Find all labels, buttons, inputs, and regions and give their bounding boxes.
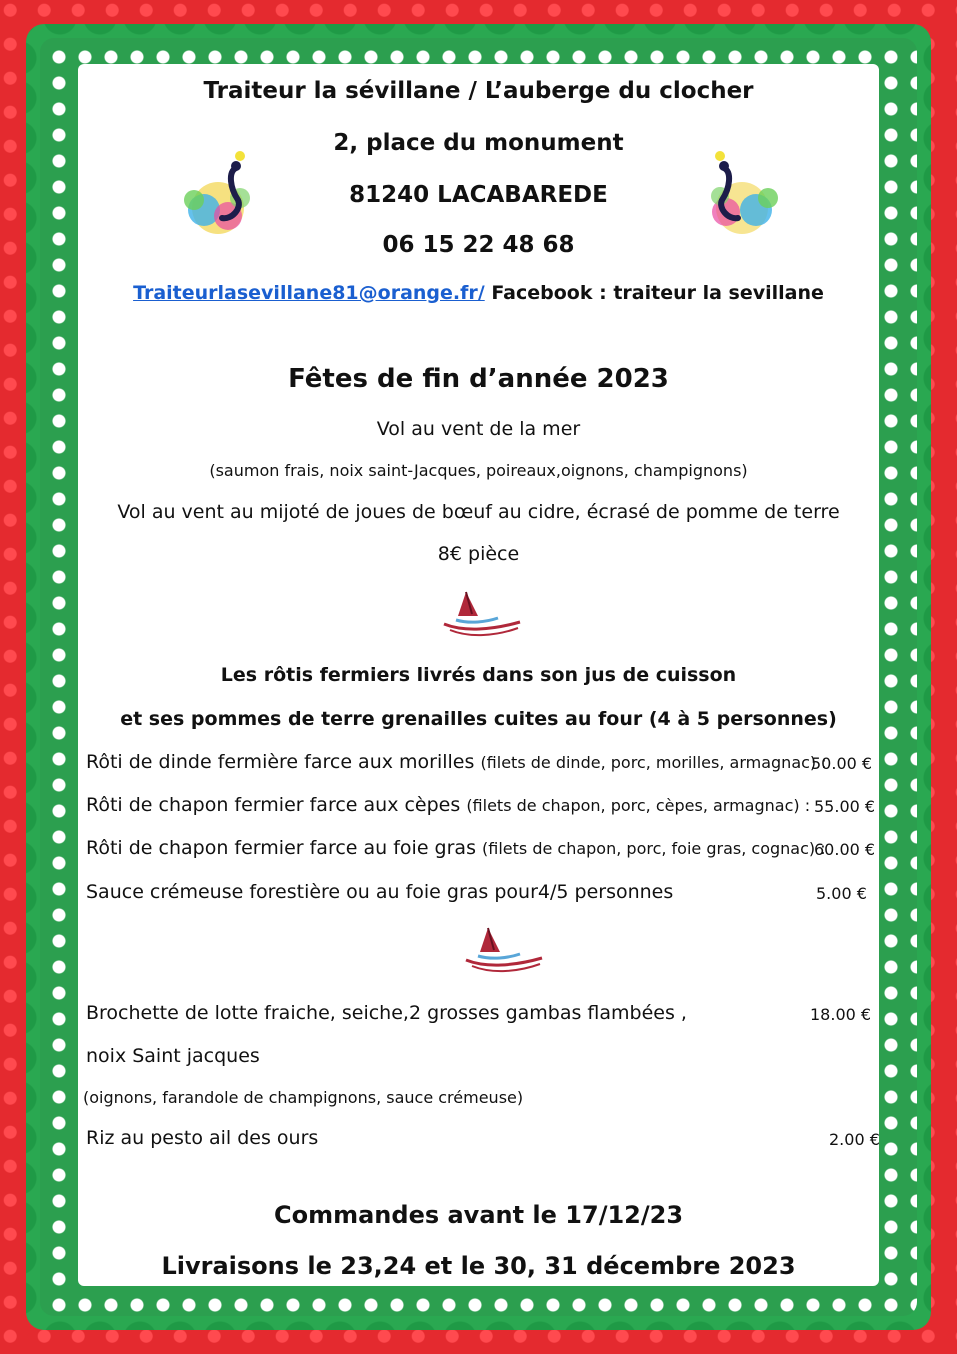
list-item: [86, 881, 886, 903]
item-price: 50.00 €: [811, 754, 873, 773]
sailboat-ornament-icon: [436, 586, 526, 644]
vol-au-vent-boeuf: Vol au vent au mijoté de joues de bœuf au cidre, écrasé de pomme de terre: [117, 501, 840, 523]
riz-name: Riz au pesto ail des ours: [86, 1127, 319, 1149]
list-item: [86, 794, 886, 816]
brochette-line-2: noix Saint jacques: [86, 1045, 260, 1067]
facebook-text: Facebook : traiteur la sevillane: [484, 282, 824, 304]
orders-deadline: Commandes avant le 17/12/23: [273, 1201, 684, 1229]
caterer-name: Traiteur la sévillane / L’auberge du clocher: [203, 78, 754, 104]
address-city: 81240 LACABAREDE: [349, 182, 608, 208]
item-detail: (filets de chapon, porc, foie gras, cognac) :: [482, 839, 826, 858]
rotis-heading-1: Les rôtis fermiers livrés dans son jus de cuisson: [220, 664, 737, 686]
address-street: 2, place du monument: [333, 130, 624, 156]
brochette-detail: (oignons, farandole de champignons, sauce crémeuse): [83, 1088, 524, 1107]
item-name: Sauce crémeuse forestière ou au foie gras pour4/5 personnes: [86, 881, 674, 903]
delivery-dates: Livraisons le 23,24 et le 30, 31 décembre 2023: [161, 1252, 796, 1280]
list-item: [86, 751, 886, 773]
vol-au-vent-mer: Vol au vent de la mer: [376, 418, 581, 440]
brochette-line-1: Brochette de lotte fraiche, seiche,2 grosses gambas flambées ,: [86, 1002, 687, 1024]
item-detail: (filets de dinde, porc, morilles, armagnac) :: [480, 753, 827, 772]
list-item: [86, 837, 886, 859]
item-name: Rôti de dinde fermière farce aux morilles: [86, 751, 481, 773]
item-name: Rôti de chapon fermier farce au foie gras: [86, 837, 483, 859]
item-price: 55.00 €: [814, 797, 876, 816]
item-name: Rôti de chapon fermier farce aux cèpes: [86, 794, 467, 816]
brochette-price: 18.00 €: [810, 1005, 872, 1024]
email-link[interactable]: Traiteurlasevillane81@orange.fr/: [133, 282, 485, 304]
item-price: 60.00 €: [814, 840, 876, 859]
contact-line: [0, 282, 957, 304]
item-detail: (filets de chapon, porc, cèpes, armagnac) :: [466, 796, 811, 815]
vol-au-vent-price: 8€ pièce: [437, 543, 520, 565]
riz-price: 2.00 €: [829, 1130, 880, 1149]
phone-number: 06 15 22 48 68: [382, 232, 575, 258]
rotis-heading-2: et ses pommes de terre grenailles cuites au four (4 à 5 personnes): [120, 708, 837, 730]
sailboat-ornament-icon: [458, 922, 548, 980]
vol-au-vent-mer-detail: (saumon frais, noix saint-Jacques, poireaux,oignons, champignons): [209, 461, 748, 480]
item-price: 5.00 €: [816, 884, 867, 903]
page-title: Fêtes de fin d’année 2023: [288, 364, 669, 394]
